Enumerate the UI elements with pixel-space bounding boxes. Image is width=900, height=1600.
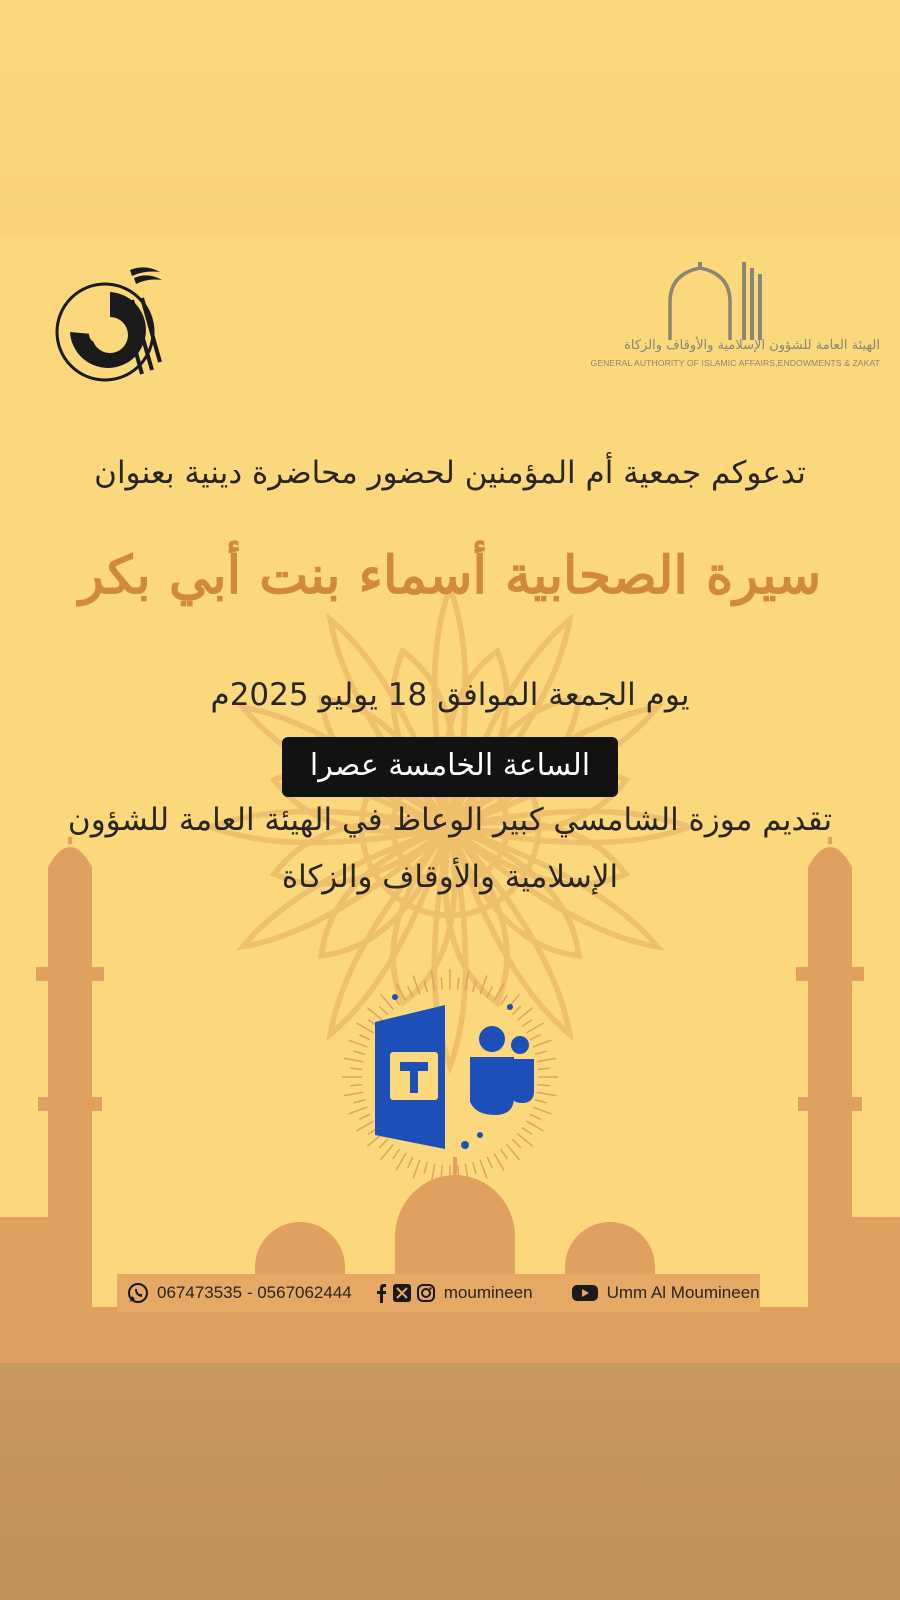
whatsapp-contact[interactable] — [127, 1282, 352, 1304]
social-handle: moumineen — [443, 1283, 533, 1302]
event-poster — [0, 237, 900, 1363]
whatsapp-icon — [127, 1282, 149, 1304]
facebook-icon[interactable] — [374, 1283, 388, 1303]
x-twitter-icon[interactable] — [392, 1283, 412, 1303]
dome-logo-icon — [660, 262, 770, 342]
invitation-intro: تدعوكم جمعية أم المؤمنين لحضور محاضرة دينية بعنوان — [94, 455, 806, 491]
presenter-line-1: تقديم موزة الشامسي كبير الوعاظ في الهيئة العامة للشؤون — [67, 802, 833, 838]
authority-name-arabic: الهيئة العامة للشؤون الإسلامية والأوقاف والزكاة — [624, 338, 880, 353]
youtube-channel-name: Umm Al Moumineen — [606, 1283, 760, 1302]
youtube-icon — [571, 1283, 599, 1303]
event-date: يوم الجمعة الموافق 18 يوليو 2025م — [210, 677, 690, 713]
microsoft-teams-icon — [330, 967, 570, 1187]
presenter-line-2: الإسلامية والأوقاف والزكاة — [281, 859, 619, 895]
authority-name-english: GENERAL AUTHORITY OF ISLAMIC AFFAIRS,ENDOWMENTS & ZAKAT — [590, 358, 880, 368]
event-time-badge: الساعة الخامسة عصرا — [282, 737, 618, 797]
lecture-title: سيرة الصحابية أسماء بنت أبي بكر — [78, 545, 822, 606]
top-band — [0, 0, 900, 237]
contact-bar — [117, 1274, 760, 1312]
bottom-band — [0, 1363, 900, 1600]
instagram-icon[interactable] — [416, 1283, 436, 1303]
phone-numbers: 067473535 - 0567062444 — [157, 1283, 352, 1302]
social-links[interactable] — [374, 1283, 533, 1303]
youtube-channel[interactable] — [571, 1283, 760, 1303]
general-authority-logo — [570, 262, 890, 392]
umm-al-moumineen-logo-icon — [50, 262, 180, 392]
